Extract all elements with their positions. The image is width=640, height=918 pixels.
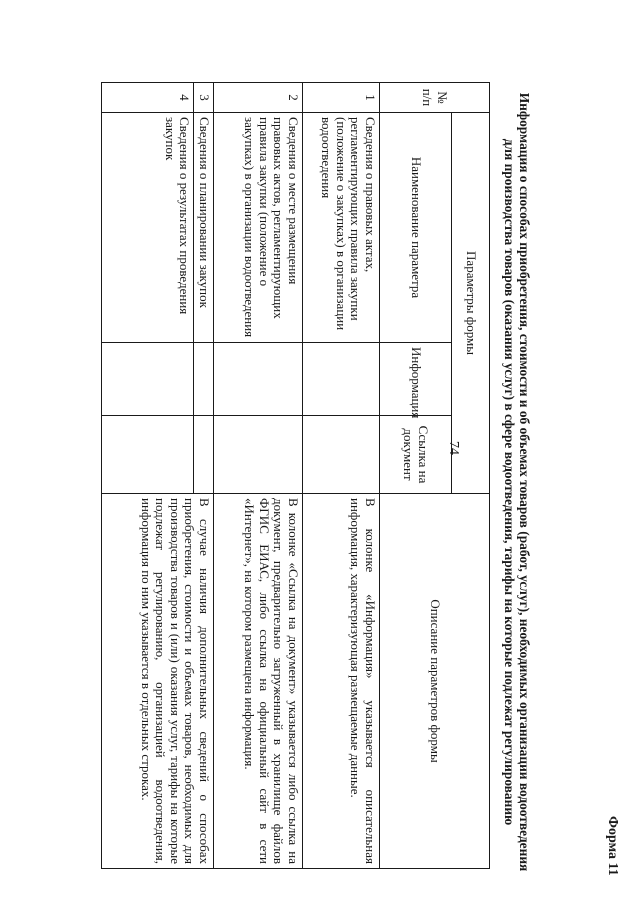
row-name: Сведения о правовых актах, регламентирующих правила закупки (положение о закупках) в организации водоотведения bbox=[303, 113, 380, 343]
table-header-row bbox=[452, 83, 490, 869]
header-num: № п/п bbox=[380, 83, 490, 113]
row-info bbox=[214, 343, 303, 416]
row-info bbox=[194, 343, 214, 416]
row-link bbox=[194, 416, 214, 494]
row-num: 4 bbox=[102, 83, 194, 113]
row-description: В колонке «Информация» указывается описательная информация, характеризующая размещаемые данные. bbox=[303, 494, 380, 869]
row-link bbox=[214, 416, 303, 494]
table-row bbox=[194, 83, 214, 869]
row-description: В колонке «Ссылка на документ» указывается либо ссылка на документ, предварительно загруженный в хранилище файлов ФГИС ЕИАС, либо ссылка на официальный сайт в сети «Интернет», на котором размещена информация. bbox=[214, 494, 303, 869]
header-info: Информация bbox=[380, 343, 452, 416]
document-title: Информация о способах приобретения, стоимости и об объемах товаров (работ, услуг), необходимых организации водоотведения для производства товаров (оказания услуг) в сфере водоотведения, тарифы на которые подлежат регулированию bbox=[502, 92, 532, 872]
row-description: В случае наличия дополнительных сведений о способах приобретения, стоимости и объемах товаров, необходимых для производства товаров и (или) оказания услуг, тарифы на которые подлежат регулированию, организацией водоотведения, информация по ним указывается в отдельных строках. bbox=[102, 494, 214, 869]
row-name: Сведения о месте размещения правовых актов, регламентирующих правила закупки (положение о закупках) в организации водоотведения bbox=[214, 113, 303, 343]
header-name: Наименование параметра bbox=[380, 113, 452, 343]
row-link bbox=[303, 416, 380, 494]
row-num: 3 bbox=[194, 83, 214, 113]
row-info bbox=[303, 343, 380, 416]
row-link bbox=[102, 416, 194, 494]
row-num: 1 bbox=[303, 83, 380, 113]
table-row bbox=[214, 83, 303, 869]
form-label: Форма 11 bbox=[605, 816, 620, 876]
table-row bbox=[303, 83, 380, 869]
row-name: Сведения о результатах проведения закупок bbox=[102, 113, 194, 343]
row-num: 2 bbox=[214, 83, 303, 113]
header-params-group: Параметры формы bbox=[452, 113, 490, 494]
parameters-table bbox=[102, 82, 491, 869]
page-number: 74 bbox=[446, 441, 461, 455]
header-description: Описание параметров формы bbox=[380, 494, 490, 869]
row-info bbox=[102, 343, 194, 416]
header-link: Ссылка на документ bbox=[380, 416, 452, 494]
row-name: Сведения о планировании закупок bbox=[194, 113, 214, 343]
